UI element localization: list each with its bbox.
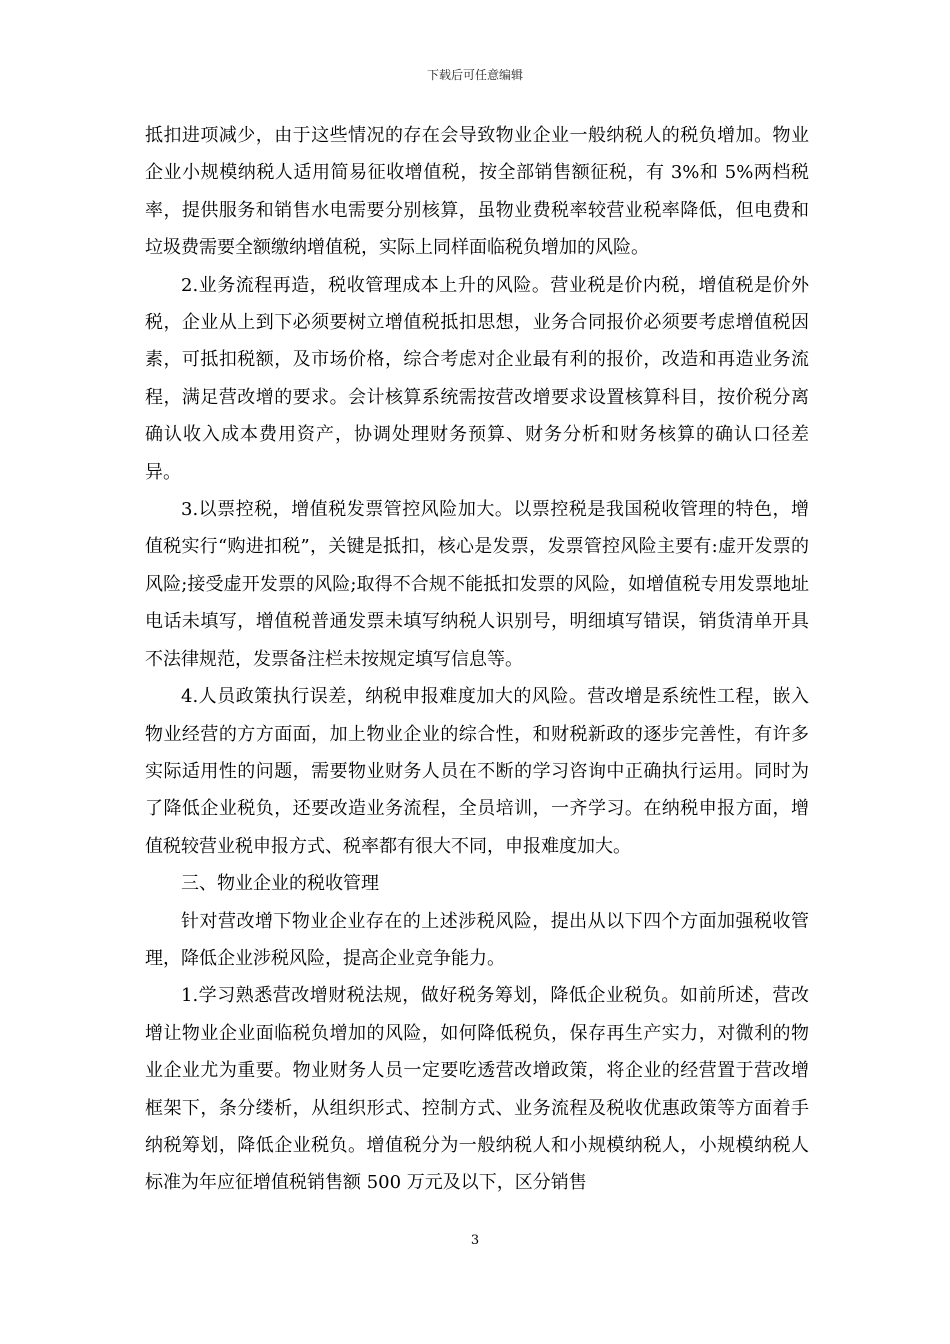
page-header: 下载后可任意编辑	[426, 68, 523, 82]
paragraph-section-intro: 针对营改增下物业企业存在的上述涉税风险，提出从以下四个方面加强税收管理，降低企业涉税风险，提高企业竞争能力。	[145, 910, 809, 969]
paragraph-tax-planning: 1.学习熟悉营改增财税法规，做好税务筹划，降低企业税负。如前所述，营改增让物业企业面临税负增加的风险，如何降低税负，保存再生产实力，对微利的物业企业尤为重要。物业财务人员一定要吃透营改增政策，将企业的经营置于营改增框架下，条分缕析，从组织形式、控制方式、业务流程及税收优惠政策等方面着手纳税筹划，降低企业税负。增值税分为一般纳税人和小规模纳税人，小规模纳税人标准为年应征增值税销售额 500 万元及以下，区分销售	[145, 985, 809, 1194]
page-number: 3	[470, 1233, 480, 1248]
paragraph-business-process-risk: 2.业务流程再造，税收管理成本上升的风险。营业税是价内税，增值税是价外税，企业从上到下必须要树立增值税抵扣思想，业务合同报价必须要考虑增值税因素，可抵扣税额，及市场价格，综合考虑对企业最有利的报价，改造和再造业务流程，满足营改增的要求。会计核算系统需按营改增要求设置核算科目，按价税分离确认收入成本费用资产，协调处理财务预算、财务分析和财务核算的确认口径差异。	[145, 274, 809, 483]
paragraph-policy-execution-risk: 4.人员政策执行误差，纳税申报难度加大的风险。营改增是系统性工程，嵌入物业经营的方方面面，加上物业企业的综合性，和财税新政的逐步完善性，有许多实际适用性的问题，需要物业财务人员在不断的学习咨询中正确执行运用。同时为了降低企业税负，还要改造业务流程，全员培训，一齐学习。在纳税申报方面，增值税较营业税申报方式、税率都有很大不同，申报难度加大。	[145, 686, 809, 857]
section-heading-tax-management: 三、物业企业的税收管理	[181, 873, 379, 895]
paragraph-continued: 抵扣进项减少，由于这些情况的存在会导致物业企业一般纳税人的税负增加。物业企业小规模纳税人适用简易征收增值税，按全部销售额征税，有 3%和 5%两档税率，提供服务和销售水电需要分别核算，虽物业费税率较营业税率降低，但电费和垃圾费需要全额缴纳增值税，实际上同样面临税负增加的风险。	[145, 125, 809, 259]
document-body	[145, 117, 809, 1202]
paragraph-invoice-control-risk: 3.以票控税，增值税发票管控风险加大。以票控税是我国税收管理的特色，增值税实行“购进扣税”，关键是抵扣，核心是发票，发票管控风险主要有:虚开发票的风险;接受虚开发票的风险;取得不合规不能抵扣发票的风险，如增值税专用发票地址电话未填写，增值税普通发票未填写纳税人识别号，明细填写错误，销货清单开具不法律规范，发票备注栏未按规定填写信息等。	[145, 499, 809, 670]
